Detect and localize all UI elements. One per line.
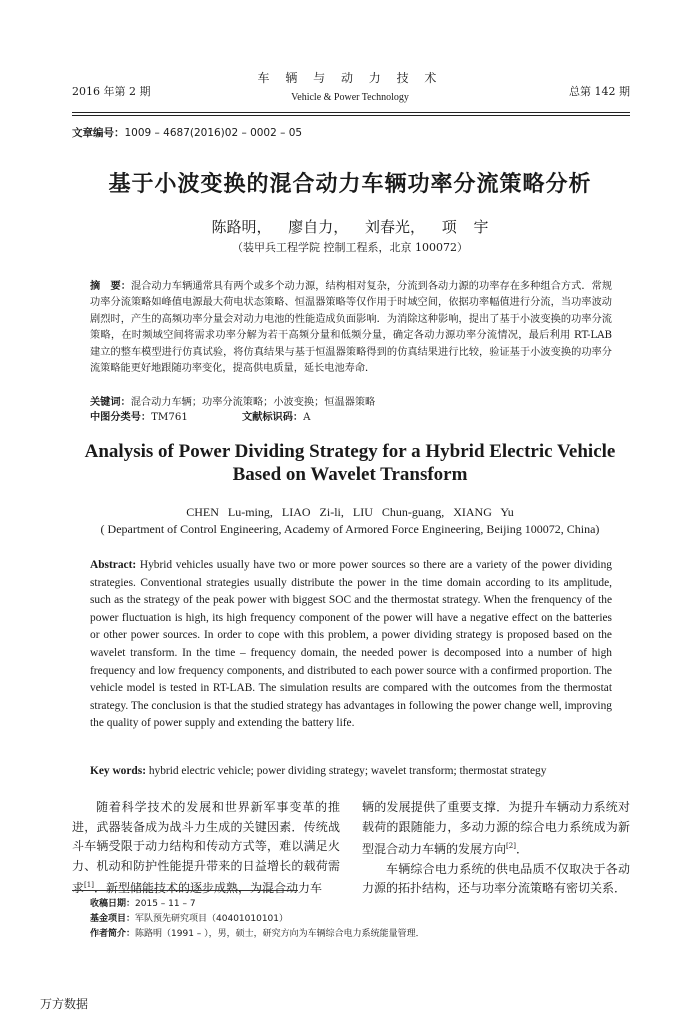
author-label: 作者简介： [90, 929, 136, 939]
classification-cn [90, 408, 612, 423]
page-title-en [0, 440, 700, 486]
body-right-paragraph-1 [362, 798, 630, 860]
abstract-en [90, 557, 612, 733]
body-left-text: 随着科学技术的发展和世界新军事变革的推进，武器装备成为战斗力生成的关键因素．传统战斗车辆受限于动力结构和传动方式等，难以满足火力、机动和防护性能提升带来的日益增长的载荷需求 [72, 800, 340, 896]
footnote-rule [72, 890, 298, 891]
journal-title-en: Vehicle & Power Technology [291, 92, 409, 103]
journal-title-cn: 车 辆 与 动 力 技 术 [257, 71, 443, 85]
fund-value: 军队预先研究项目（40401010101） [135, 914, 289, 924]
keywords-cn-label: 关键词： [90, 397, 131, 408]
author-value: 陈路明（1991 – ），男，硕士，研究方向为车辆综合电力系统能量管理． [135, 929, 425, 939]
abstract-cn-label: 摘 要： [90, 281, 131, 292]
page-title-cn: 基于小波变换的混合动力车辆功率分流策略分析 [108, 172, 592, 197]
abstract-cn [90, 279, 612, 377]
keywords-cn [90, 393, 375, 408]
total-issue-label: 总第 142 期 [569, 85, 630, 98]
abstract-en-text: Hybrid vehicles usually have two or more power sources so there are a variety of the power dividing strategies. Conventional strategies usually distribute the power in the time domain according to its amplitude, such as the strategy of the peak power with biggest SOC and the thermostat strategy. When the frenquency of the power fluctuation is high, its high frequency component of the power will have a negative effect on the batteries or other power sources. In order to cope with this problem, a power dividing strategy is proposed based on the wavelet transform. In the time – frequency domain, the needed power is decomposed into a number of high frequency and low frequency components, and distributed to each power source with a confirmed proportion. The vehicle model is tested in RT-LAB. The simulation results are compared with the outcomes from the thermostat strategy. The conclusion is that the studied strategy has advantages in following the power change well, improving the quality of power supply and extending the battery life. [90, 559, 612, 730]
article-number-label: 文章编号： [72, 127, 125, 139]
body-right-paragraph-2: 车辆综合电力系统的供电品质不仅取决于各动力源的拓扑结构，还与功率分流策略有密切关系． [362, 861, 630, 896]
authors-cn: 陈路明， 廖自力， 刘春光， 项 宇 [211, 218, 489, 236]
doc-label: 文献标识码： [242, 412, 304, 423]
keywords-en-text: hybrid electric vehicle; power dividing strategy; wavelet transform; thermostat strategy [146, 765, 547, 777]
article-number [72, 125, 302, 140]
citation-2: [2] [506, 842, 516, 851]
affiliation-en: ( Department of Control Engineering, Academy of Armored Force Engineering, Beijing 100072, China) [100, 522, 600, 536]
abstract-en-label: Abstract: [90, 559, 137, 571]
body-right-text: 辆的发展提供了重要支撑．为提升车辆动力系统对载荷的跟随能力，多动力源的综合电力系统成为新型混合动力车辆的发展方向 [362, 800, 630, 857]
footnote-received [90, 897, 425, 912]
issue-label: 2016 年第 2 期 [72, 85, 151, 98]
body-column-right [362, 798, 630, 899]
class-value: TM761 [151, 412, 188, 423]
abstract-cn-text: 混合动力车辆通常具有两个或多个动力源，结构相对复杂，分流到各动力源的功率存在多种组合方式．常规功率分流策略如峰值电源最大荷电状态策略、恒温器策略等仅作用于时域空间，依据功率幅值进行分流，当功率波动剧烈时，产生的高频功率分量会对动力电池的性能造成负面影响．为消除这种影响，提出了基于小波变换的功率分流策略，在时频域空间将需求功率分解为若干高频分量和低频分量，确定各动力源功率分流情况，最后利用 RT-LAB 建立的整车模型进行仿真试验，将仿真结果与基于恒温器策略得到的仿真结果进行比较，验证基于小波变换的功率分流策略能更好地跟随功率变化，提高供电质量，延长电池寿命． [90, 281, 613, 375]
received-value: 2015 – 11 – 7 [135, 899, 196, 909]
body-column-left [72, 798, 340, 899]
footnote-author [90, 927, 425, 942]
keywords-en-label: Key words: [90, 765, 146, 777]
body-left-tail: ．新型储能技术的逐步成熟，为混合动力车 [93, 881, 322, 896]
keywords-cn-text: 混合动力车辆；功率分流策略；小波变换；恒温器策略 [130, 397, 376, 408]
keywords-en [90, 765, 546, 777]
citation-1: [1] [84, 881, 94, 890]
received-label: 收稿日期： [90, 899, 136, 909]
footnotes [90, 897, 425, 942]
title-en-line1: Analysis of Power Dividing Strategy for a Hybrid Electric Vehicle [84, 441, 616, 462]
article-number-value: 1009 – 4687(2016)02 – 0002 – 05 [124, 127, 303, 139]
title-en-line2: Based on Wavelet Transform [232, 464, 468, 485]
fund-label: 基金项目： [90, 914, 136, 924]
doc-code [242, 408, 310, 423]
body-right-tail: ． [515, 842, 528, 857]
header-rule-secondary [72, 115, 630, 116]
class-label: 中图分类号： [90, 412, 152, 423]
footnote-fund [90, 912, 425, 927]
affiliation-cn: （装甲兵工程学院 控制工程系，北京 100072） [232, 241, 468, 254]
watermark: 万方数据 [40, 997, 89, 1011]
doc-value: A [303, 412, 311, 423]
header-rule [72, 112, 630, 113]
authors-en: CHEN Lu-ming, LIAO Zi-li, LIU Chun-guang, XIANG Yu [186, 505, 514, 519]
